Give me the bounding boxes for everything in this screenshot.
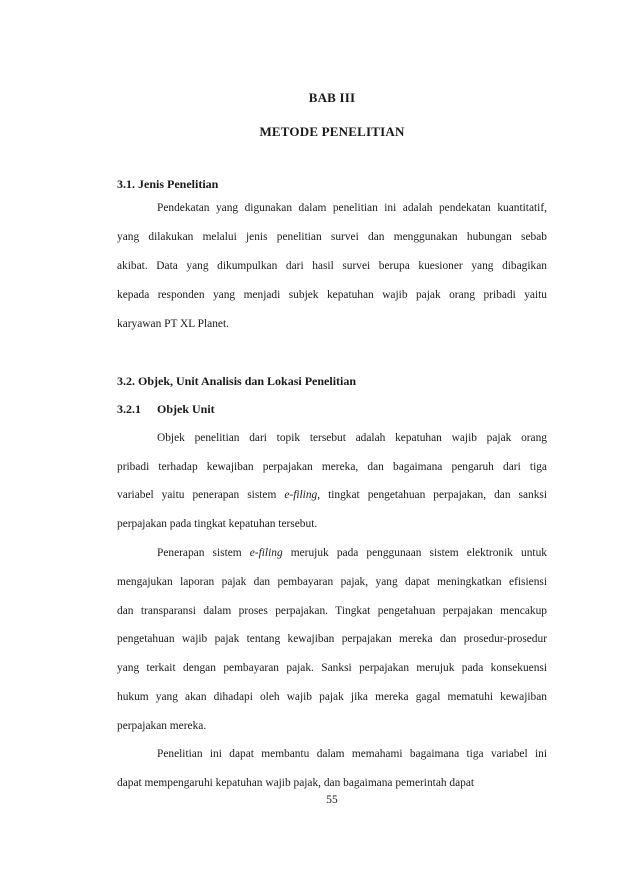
chapter-number: BAB III — [308, 90, 356, 105]
paragraph-line: yang terkait dengan pembayaran pajak. Sanksi perpajakan merujuk pada konsekuensi — [117, 662, 547, 674]
paragraph-line — [117, 488, 547, 502]
paragraph-line: mengajukan laporan pajak dan pembayaran pajak, yang dapat meningkatkan efisiensi — [117, 576, 547, 588]
text-run: variabel yaitu penerapan sistem — [117, 489, 285, 501]
paragraph-line — [157, 546, 547, 560]
subsection-title: Objek Unit — [157, 402, 215, 416]
paragraph-line: dan transparansi dalam proses perpajakan. Tingkat pengetahuan perpajakan mencakup — [117, 605, 547, 617]
paragraph-line: pengetahuan wajib pajak tentang kewajiban perpajakan mereka dan prosedur-prosedur — [117, 633, 547, 645]
paragraph-line: perpajakan pada tingkat kepatuhan tersebut. — [117, 518, 318, 530]
paragraph-line: dapat mempengaruhi kepatuhan wajib pajak, dan bagaimana pemerintah dapat — [117, 777, 475, 789]
chapter-title: METODE PENELITIAN — [259, 124, 405, 139]
paragraph-line: akibat. Data yang dikumpulkan dari hasil survei berupa kuesioner yang dibagikan — [117, 260, 547, 272]
paragraph-line: perpajakan mereka. — [117, 720, 207, 732]
text-run: , tingkat pengetahuan perpajakan, dan sanksi — [317, 489, 547, 501]
paragraph-line: Pendekatan yang digunakan dalam penelitian ini adalah pendekatan kuantitatif, — [157, 202, 547, 214]
section-heading-3-1: 3.1. Jenis Penelitian — [117, 177, 219, 191]
paragraph-line: pribadi terhadap kewajiban perpajakan mereka, dan bagaimana pengaruh dari tiga — [117, 461, 547, 473]
subsection-heading-3-2-1 — [117, 402, 215, 417]
paragraph-line: karyawan PT XL Planet. — [117, 318, 229, 330]
page-number: 55 — [326, 794, 338, 806]
text-run: Penerapan sistem — [157, 547, 250, 559]
text-run: merujuk pada penggunaan sistem elektronik untuk — [282, 547, 547, 559]
paragraph-line: Penelitian ini dapat membantu dalam memahami bagaimana tiga variabel ini — [157, 748, 547, 760]
paragraph-line: yang dilakukan melalui jenis penelitian survei dan menggunakan hubungan sebab — [117, 231, 547, 243]
subsection-number: 3.2.1 — [117, 402, 141, 416]
paragraph-line: hukum yang akan dihadapi oleh wajib pajak jika mereka gagal mematuhi kewajiban — [117, 691, 547, 703]
paragraph-line: Objek penelitian dari topik tersebut adalah kepatuhan wajib pajak orang — [157, 432, 547, 444]
paragraph-line: kepada responden yang menjadi subjek kepatuhan wajib pajak orang pribadi yaitu — [117, 289, 547, 301]
italic-term: e-filing — [284, 489, 318, 501]
section-heading-3-2: 3.2. Objek, Unit Analisis dan Lokasi Penelitian — [117, 374, 357, 388]
italic-term: e-filing — [249, 547, 283, 559]
